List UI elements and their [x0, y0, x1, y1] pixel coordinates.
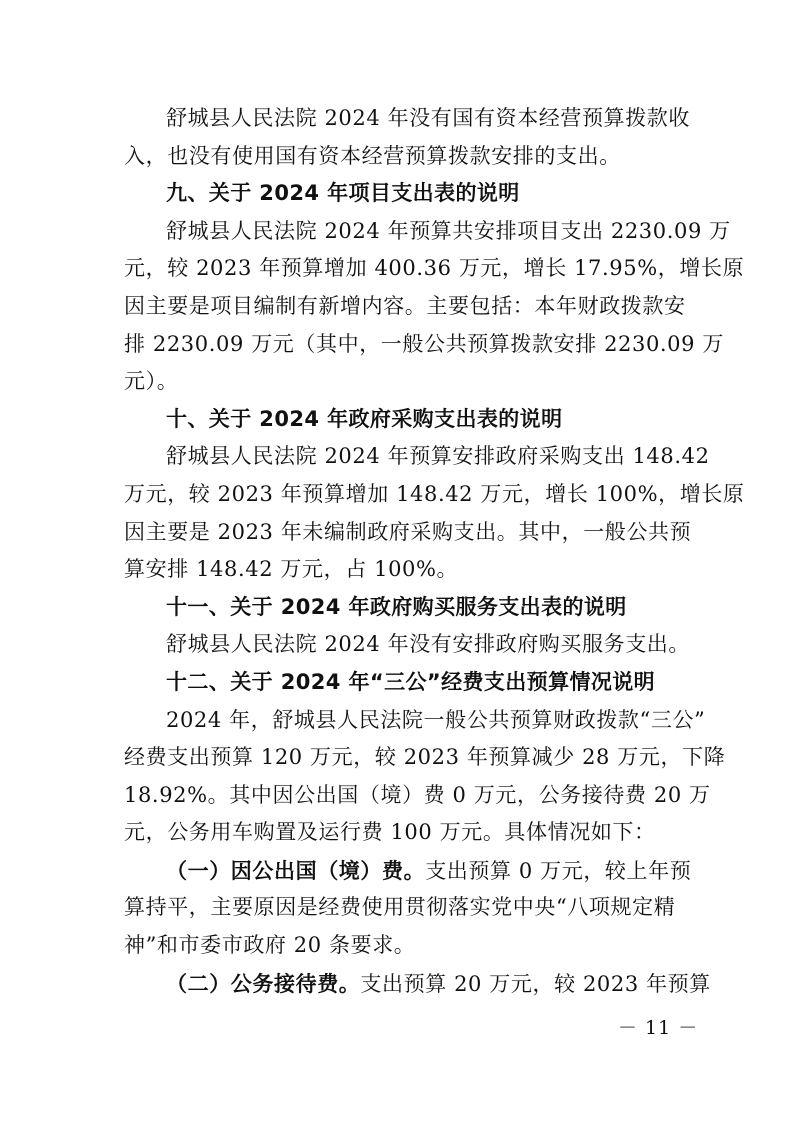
paragraph-line: 因主要是 2023 年未编制政府采购支出。其中，一般公共预 [124, 519, 692, 544]
paragraph-line: 舒城县人民法院 2024 年没有安排政府购买服务支出。 [166, 632, 690, 657]
paragraph-line: 舒城县人民法院 2024 年预算共安排项目支出 2230.09 万 [166, 218, 731, 243]
paragraph-line: 元，较 2023 年预算增加 400.36 万元，增长 17.95%，增长原 [124, 256, 745, 281]
paragraph-line: 舒城县人民法院 2024 年预算安排政府采购支出 148.42 [166, 444, 710, 469]
paragraph-line: 18.92%。其中因公出国（境）费 0 万元，公务接待费 20 万 [124, 782, 711, 807]
paragraph-line: 算安排 148.42 万元，占 100%。 [124, 557, 459, 582]
paragraph-line: 经费支出预算 120 万元，较 2023 年预算减少 28 万元，下降 [124, 745, 726, 770]
paragraph-line: 神”和市委市政府 20 条要求。 [124, 933, 416, 958]
section-heading-11: 十一、关于 2024 年政府购买服务支出表的说明 [166, 594, 627, 619]
paragraph-line: 排 2230.09 万元（其中，一般公共预算拨款安排 2230.09 万 [124, 331, 724, 356]
section-heading-12: 十二、关于 2024 年“三公”经费支出预算情况说明 [166, 669, 656, 694]
paragraph-line: 万元，较 2023 年预算增加 148.42 万元，增长 100%，增长原 [124, 481, 745, 506]
paragraph-line: 2024 年，舒城县人民法院一般公共预算财政拨款“三公” [166, 707, 706, 732]
subsection-title: （一）因公出国（境）费。 [166, 857, 426, 883]
paragraph-line: 元，公务用车购置及运行费 100 万元。具体情况如下： [124, 820, 656, 845]
paragraph-text: 支出预算 20 万元，较 2023 年预算 [360, 971, 711, 996]
paragraph-text: 支出预算 0 万元，较上年预 [425, 858, 692, 883]
document-body [124, 100, 745, 1002]
paragraph-line: 元）。 [124, 369, 179, 394]
paragraph-line: 因主要是项目编制有新增内容。主要包括：本年财政拨款安 [124, 293, 686, 318]
section-heading-10: 十、关于 2024 年政府采购支出表的说明 [166, 406, 563, 431]
subsection-title: （二）公务接待费。 [166, 970, 361, 996]
section-heading-9: 九、关于 2024 年项目支出表的说明 [166, 181, 520, 206]
paragraph-line: 入，也没有使用国有资本经营预算拨款安排的支出。 [124, 143, 621, 168]
page-number: － 11 － [618, 1017, 699, 1039]
paragraph-line [124, 852, 692, 890]
paragraph-line: 算持平，主要原因是经费使用贯彻落实党中央“八项规定精 [124, 895, 676, 920]
paragraph-line: 舒城县人民法院 2024 年没有国有资本经营预算拨款收 [166, 106, 690, 130]
paragraph-line [124, 965, 711, 1003]
